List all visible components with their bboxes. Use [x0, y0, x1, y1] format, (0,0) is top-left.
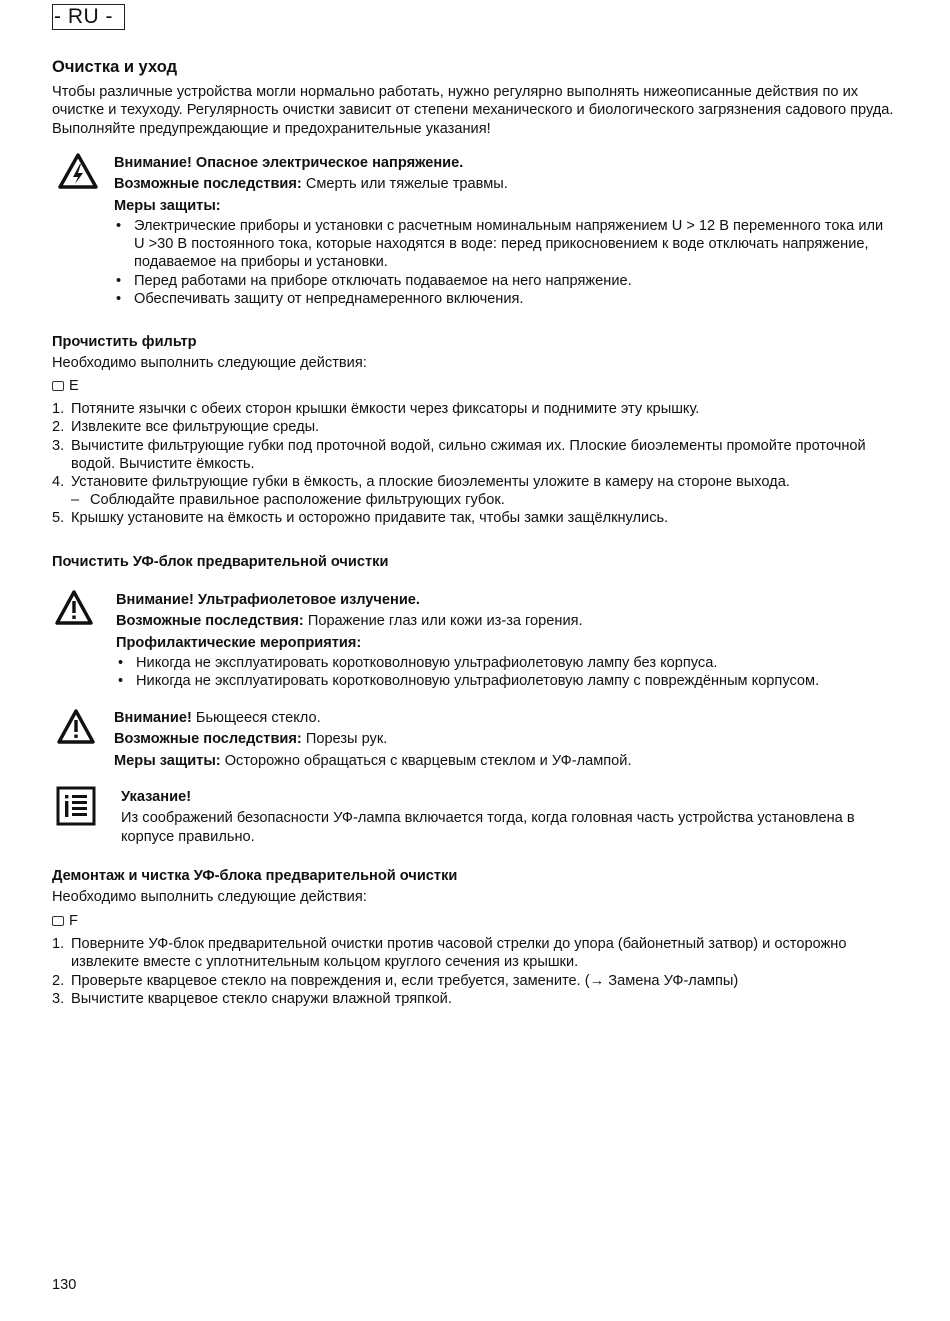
warning-title: Внимание! Опасное электрическое напряжение. [114, 155, 464, 171]
list-item: 1. Потяните язычки с обеих сторон крышки ёмкости через фиксаторы и поднимите эту крышку. [52, 401, 700, 417]
section-intro-filter: Необходимо выполнить следующие действия: [52, 355, 367, 371]
note-text: Из соображений безопасности УФ-лампа включается тогда, когда головная часть устройства установлена в корпусе правильно. [121, 810, 855, 845]
page-number: 130 [52, 1277, 77, 1293]
filter-sub-note: – Соблюдайте правильное расположение фильтрующих губок. [71, 492, 505, 508]
exclamation-warning-icon [56, 708, 96, 750]
figure-reference-e: E [52, 377, 79, 395]
list-item: • Никогда не эксплуатировать коротковолновую ультрафиолетовую лампу с повреждённым корпусом. [116, 672, 906, 690]
section-title-uv-clean: Почистить УФ-блок предварительной очистки [52, 554, 389, 570]
filter-steps [52, 400, 902, 491]
warning-measures-list [114, 217, 884, 308]
electric-warning-block [114, 154, 904, 308]
warning-measures-list [116, 654, 906, 691]
uv-dismantle-steps [52, 935, 852, 1008]
list-item: • Перед работами на приборе отключать подаваемое на него напряжение. [114, 272, 884, 290]
section-title-filter: Прочистить фильтр [52, 334, 197, 350]
list-item: 2. Извлеките все фильтрующие среды. [52, 419, 320, 436]
warning-consequence: Возможные последствия: Поражение глаз или кожи из-за горения. [116, 613, 583, 630]
note-title: Указание! [121, 789, 192, 805]
section-title-care: Очистка и уход [52, 58, 178, 76]
list-item: 1. Поверните УФ-блок предварительной очистки против часовой стрелки до упора (байонетный затвор) и осторожно извлеките вместе с уплотнительным кольцом круглого сечения из крышки. [52, 936, 847, 971]
list-item: 3. Вычистите фильтрующие губки под проточной водой, сильно сжимая их. Плоские биоэлементы промойте проточной водой. Вычистите ёмкость. [52, 437, 866, 472]
section-intro-uv-dismantle: Необходимо выполнить следующие действия: [52, 889, 367, 905]
uv-warning-block [116, 591, 906, 690]
language-tag: - RU - [52, 4, 125, 30]
list-item: 2. Проверьте кварцевое стекло на повреждения и, если требуется, замените. (→ Замена УФ-лампы) [52, 972, 739, 989]
warning-title: Внимание! Бьющееся стекло. [114, 710, 321, 726]
list-item: • Электрические приборы и установки с расчетным номинальным напряжением U > 12 В переменного тока или U >30 В постоянного тока, которые находятся в воде: перед прикосновением к воде отключать напряжение, подаваемое на приборы и установки. [114, 217, 884, 272]
warning-measures: Меры защиты: Осторожно обращаться с кварцевым стеклом и УФ-лампой. [114, 752, 632, 769]
information-icon [56, 786, 96, 831]
warning-measures-label: Меры защиты: [114, 197, 221, 214]
warning-title: Внимание! Ультрафиолетовое излучение. [116, 592, 420, 608]
warning-measures-label: Профилактические мероприятия: [116, 634, 362, 651]
figure-reference-f: F [52, 912, 78, 930]
warning-consequence: Возможные последствия: Порезы рук. [114, 731, 388, 748]
list-item: • Никогда не эксплуатировать коротковолновую ультрафиолетовую лампу без корпуса. [116, 654, 906, 672]
figure-frame-icon [52, 381, 64, 391]
warning-consequence: Возможные последствия: Смерть или тяжелые травмы. [114, 176, 508, 193]
section-intro-care: Чтобы различные устройства могли нормально работать, нужно регулярно выполнять нижеописанные действия по их очистке и техуходу. Регулярность очистки зависит от степени механического и биологического загрязнения садового пруда. Выполняйте предупреждающие и предохранительные указания! [52, 84, 894, 137]
exclamation-warning-icon [54, 589, 94, 631]
high-voltage-warning-icon [57, 152, 99, 195]
list-item: 4. Установите фильтрующие губки в ёмкость, а плоские биоэлементы уложите в камеру на стороне выхода. [52, 474, 790, 491]
glass-warning-block [114, 709, 904, 770]
filter-step-5: 5. Крышку установите на ёмкость и осторожно придавите так, чтобы замки защёлкнулись. [52, 510, 669, 526]
list-item: • Обеспечивать защиту от непреднамеренного включения. [114, 290, 884, 308]
section-title-uv-dismantle: Демонтаж и чистка УФ-блока предварительной очистки [52, 868, 458, 884]
figure-frame-icon [52, 916, 64, 926]
list-item: 3. Вычистите кварцевое стекло снаружи влажной тряпкой. [52, 990, 452, 1007]
note-block [121, 788, 861, 846]
